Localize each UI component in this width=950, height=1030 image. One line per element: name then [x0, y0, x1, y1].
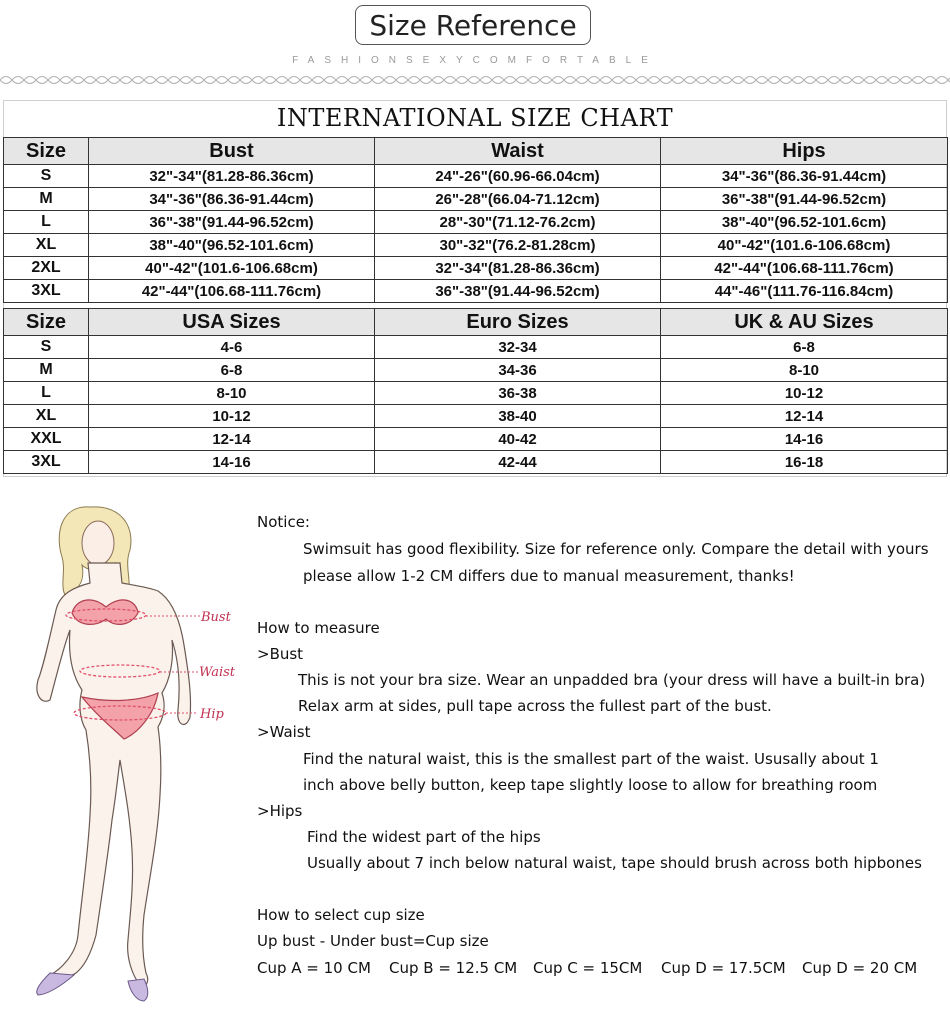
hips-instruction: Usually about 7 inch below natural waist, tape should brush across both hipbones [307, 854, 922, 872]
table-row [4, 359, 948, 382]
value-cell: 32"-34"(81.28-86.36cm) [375, 257, 661, 280]
value-cell: 28"-30"(71.12-76.2cm) [375, 211, 661, 234]
size-cell: S [4, 165, 89, 188]
value-cell: 40"-42"(101.6-106.68cm) [89, 257, 375, 280]
value-cell: 14-16 [89, 451, 375, 474]
hip-label: Hip [200, 707, 224, 722]
right-shoe-drawing [128, 979, 148, 1001]
value-cell: 10-12 [89, 405, 375, 428]
value-cell: 36"-38"(91.44-96.52cm) [89, 211, 375, 234]
value-cell: 32"-34"(81.28-86.36cm) [89, 165, 375, 188]
tagline: FASHIONSEXYCOMFORTABLE [292, 55, 658, 66]
notice-line: Swimsuit has good flexibility. Size for reference only. Compare the detail with yours [303, 540, 929, 558]
table-row [4, 451, 948, 474]
value-cell: 12-14 [661, 405, 948, 428]
header-size: Size [4, 138, 89, 165]
table-row [4, 188, 948, 211]
header-bust: Bust [89, 138, 375, 165]
bust-instruction: This is not your bra size. Wear an unpadded bra (your dress will have a built-in bra) [298, 671, 926, 689]
value-cell: 34"-36"(86.36-91.44cm) [89, 188, 375, 211]
size-cell: XL [4, 234, 89, 257]
header-uk-au-sizes: UK & AU Sizes [661, 309, 948, 336]
value-cell: 8-10 [661, 359, 948, 382]
face-drawing [82, 521, 114, 565]
value-cell: 4-6 [89, 336, 375, 359]
size-cell: M [4, 359, 89, 382]
value-cell: 36-38 [375, 382, 661, 405]
notice-heading: Notice: [257, 513, 310, 531]
value-cell: 14-16 [661, 428, 948, 451]
table-row [4, 405, 948, 428]
notice-line: please allow 1-2 CM differs due to manual measurement, thanks! [303, 567, 795, 585]
value-cell: 38"-40"(96.52-101.6cm) [89, 234, 375, 257]
bust-label: Bust [201, 610, 231, 625]
table-header-row [4, 138, 948, 165]
waist-label: Waist [199, 665, 236, 680]
header-euro-sizes: Euro Sizes [375, 309, 661, 336]
value-cell: 34-36 [375, 359, 661, 382]
table-row [4, 165, 948, 188]
value-cell: 40"-42"(101.6-106.68cm) [661, 234, 948, 257]
header-size: Size [4, 309, 89, 336]
table-header-row [4, 309, 948, 336]
chart-title: INTERNATIONAL SIZE CHART [276, 104, 674, 132]
waist-instruction: inch above belly button, keep tape slightly loose to allow for breathing room [303, 776, 878, 794]
table-row [4, 428, 948, 451]
value-cell: 6-8 [89, 359, 375, 382]
value-cell: 40-42 [375, 428, 661, 451]
value-cell: 24"-26"(60.96-66.04cm) [375, 165, 661, 188]
size-cell: L [4, 382, 89, 405]
value-cell: 12-14 [89, 428, 375, 451]
value-cell: 42"-44"(106.68-111.76cm) [661, 257, 948, 280]
cup-size-d: Cup D = 17.5CM [661, 959, 786, 977]
value-cell: 42"-44"(106.68-111.76cm) [89, 280, 375, 303]
table-row [4, 336, 948, 359]
table-row [4, 382, 948, 405]
size-cell: 2XL [4, 257, 89, 280]
table-row [4, 280, 948, 303]
value-cell: 34"-36"(86.36-91.44cm) [661, 165, 948, 188]
size-cell: 3XL [4, 280, 89, 303]
bust-heading: >Bust [257, 645, 304, 663]
table-row [4, 257, 948, 280]
waist-instruction: Find the natural waist, this is the smallest part of the waist. Ususally about 1 [303, 750, 879, 768]
hips-instruction: Find the widest part of the hips [307, 828, 541, 846]
decorative-wave-divider [0, 72, 950, 88]
value-cell: 38"-40"(96.52-101.6cm) [661, 211, 948, 234]
value-cell: 6-8 [661, 336, 948, 359]
value-cell: 36"-38"(91.44-96.52cm) [375, 280, 661, 303]
size-cell: XXL [4, 428, 89, 451]
size-cell: XL [4, 405, 89, 428]
header-waist: Waist [375, 138, 661, 165]
cup-size-d-alt: Cup D = 20 CM [802, 959, 918, 977]
size-conversion-table [3, 308, 948, 474]
cup-size-heading: How to select cup size [257, 906, 425, 924]
body-measurement-illustration [20, 495, 245, 1005]
header-hips: Hips [661, 138, 948, 165]
body-outline [37, 563, 191, 986]
cup-size-a: Cup A = 10 CM [257, 959, 371, 977]
value-cell: 44"-46"(111.76-116.84cm) [661, 280, 948, 303]
page-title: Size Reference [355, 5, 591, 45]
size-cell: L [4, 211, 89, 234]
value-cell: 36"-38"(91.44-96.52cm) [661, 188, 948, 211]
value-cell: 8-10 [89, 382, 375, 405]
value-cell: 16-18 [661, 451, 948, 474]
size-cell: 3XL [4, 451, 89, 474]
hips-heading: >Hips [257, 802, 303, 820]
value-cell: 42-44 [375, 451, 661, 474]
value-cell: 10-12 [661, 382, 948, 405]
value-cell: 26"-28"(66.04-71.12cm) [375, 188, 661, 211]
value-cell: 38-40 [375, 405, 661, 428]
size-cell: M [4, 188, 89, 211]
measurement-table [3, 137, 948, 303]
how-to-measure-heading: How to measure [257, 619, 380, 637]
left-shoe-drawing [37, 973, 74, 995]
value-cell: 32-34 [375, 336, 661, 359]
size-cell: S [4, 336, 89, 359]
cup-size-c: Cup C = 15CM [533, 959, 643, 977]
waist-heading: >Waist [257, 723, 311, 741]
bust-instruction: Relax arm at sides, pull tape across the fullest part of the bust. [298, 697, 772, 715]
cup-size-b: Cup B = 12.5 CM [389, 959, 518, 977]
table-row [4, 234, 948, 257]
header-usa-sizes: USA Sizes [89, 309, 375, 336]
table-row [4, 211, 948, 234]
cup-size-formula: Up bust - Under bust=Cup size [257, 932, 489, 950]
value-cell: 30"-32"(76.2-81.28cm) [375, 234, 661, 257]
